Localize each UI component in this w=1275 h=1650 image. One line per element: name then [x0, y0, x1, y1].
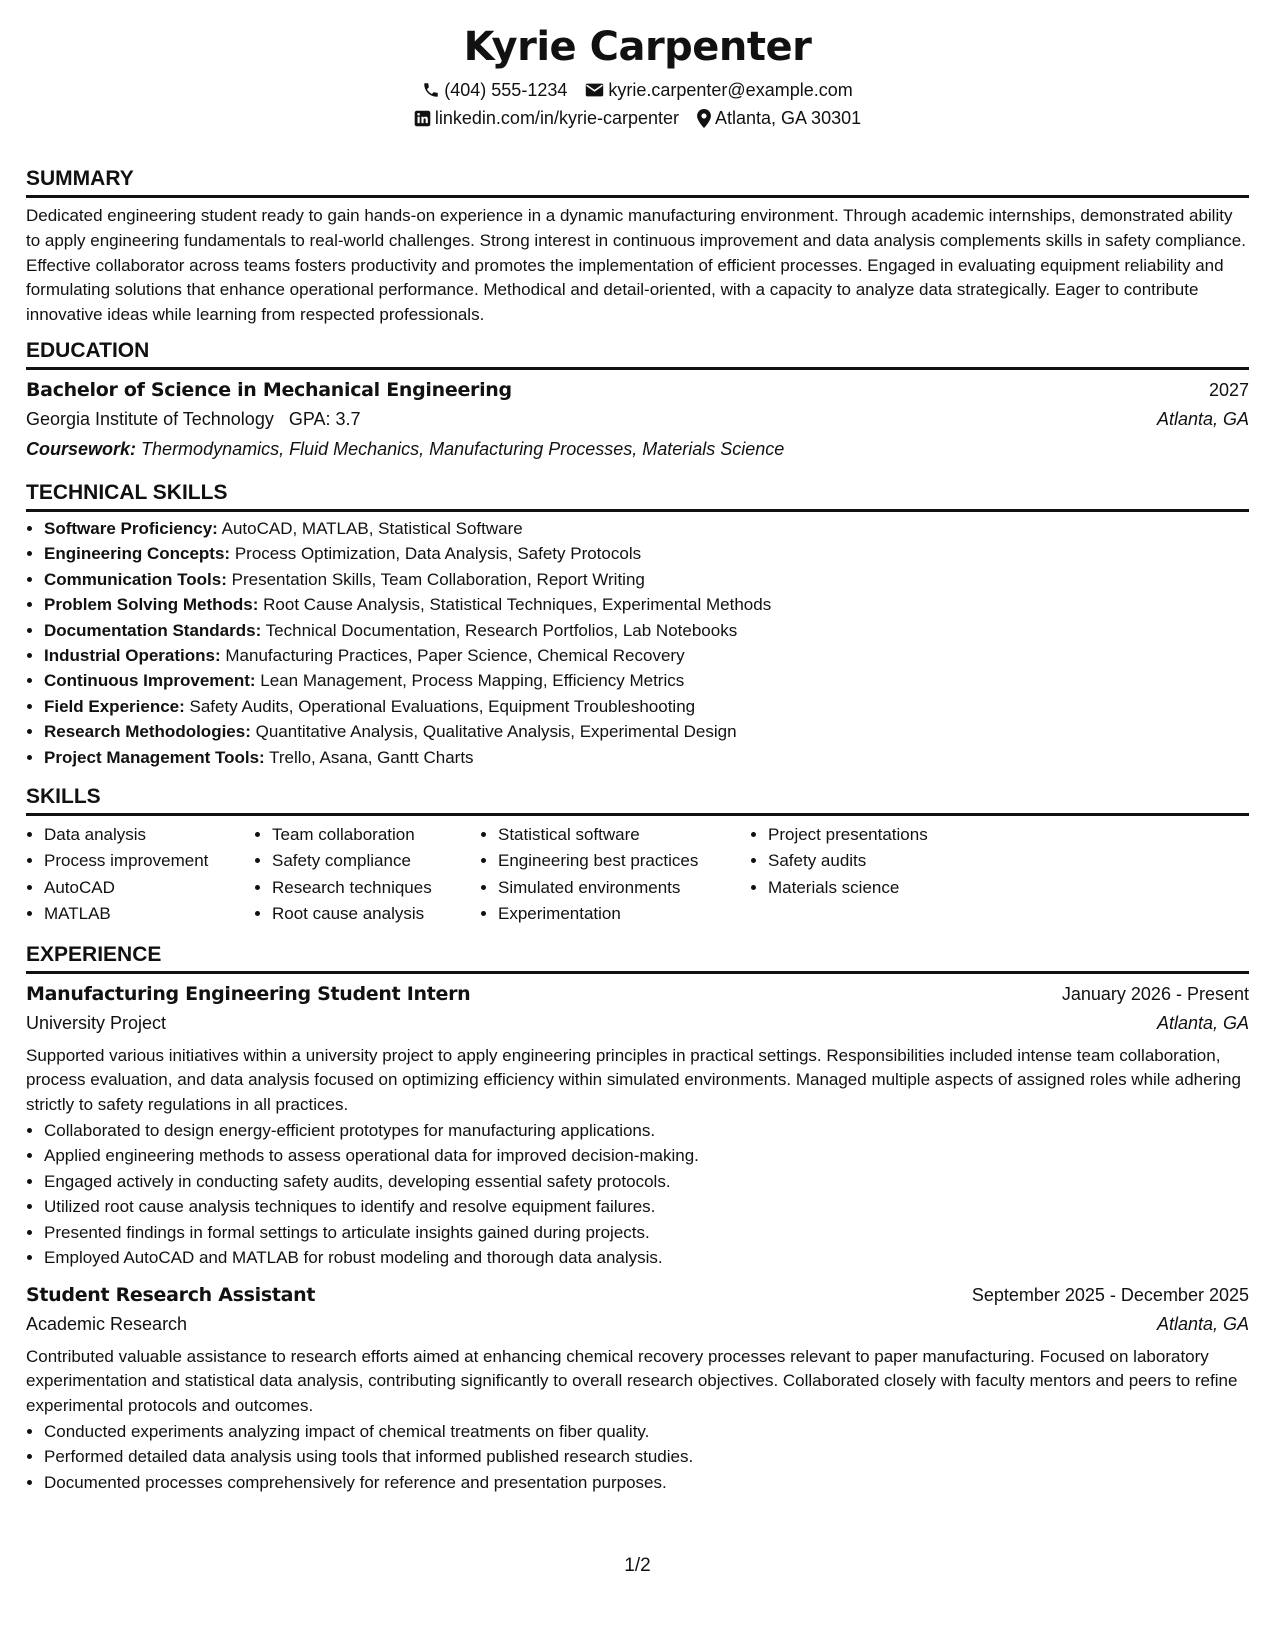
skills-column-3	[480, 822, 750, 928]
skill-value: Process Optimization, Data Analysis, Safety Protocols	[234, 544, 642, 564]
resume-content	[26, 0, 1249, 1495]
contact-row-1	[26, 78, 1249, 102]
list-item: • Documented processes comprehensively for reference and presentation purposes.	[44, 1470, 1249, 1495]
skill-label: Problem Solving Methods:	[44, 595, 259, 615]
email-address[interactable]: kyrie.carpenter@example.com	[608, 80, 853, 100]
job-org-row	[26, 1008, 1249, 1038]
education-school-row	[26, 404, 1249, 434]
skill-label: Research Methodologies:	[44, 722, 251, 742]
coursework-label: Coursework:	[26, 438, 137, 459]
gpa: GPA: 3.7	[288, 408, 361, 429]
skill-value: Root Cause Analysis, Statistical Techniques, Experimental Methods	[263, 595, 772, 615]
school-info	[26, 404, 361, 434]
list-item: • Root cause analysis	[272, 901, 480, 927]
location-text: Atlanta, GA 30301	[715, 108, 862, 128]
skill-label: Software Proficiency:	[44, 518, 218, 538]
section-title-skills: SKILLS	[26, 784, 1249, 816]
coursework-line	[26, 434, 1249, 464]
list-item: • Conducted experiments analyzing impact of chemical treatments on fiber quality.	[44, 1419, 1249, 1444]
phone-contact	[422, 78, 567, 102]
list-item	[44, 541, 1249, 566]
skills-column-2	[254, 822, 480, 928]
experience-section	[26, 942, 1249, 1495]
job-title: Manufacturing Engineering Student Intern	[26, 982, 471, 1005]
list-item	[44, 516, 1249, 541]
job-description: Supported various initiatives within a university project to apply engineering principles in practical settings. Responsibilities included intense team collaboration, process evaluation, and data analysis focused on optimizing efficiency within simulated environments. Managed multiple aspects of assigned roles while adhering strictly to safety regulations in all practices.	[26, 1045, 1241, 1115]
job-header-row	[26, 980, 1249, 1008]
list-item: • Project presentations	[768, 822, 1008, 848]
skills-section	[26, 784, 1249, 928]
list-item: • Team collaboration	[272, 822, 480, 848]
list-item: • MATLAB	[44, 901, 254, 927]
job-organization: University Project	[26, 1012, 167, 1033]
summary-text: Dedicated engineering student ready to gain hands-on experience in a dynamic manufacturing environment. Through academic internships, demonstrated ability to apply engineering fundamentals to real-world challenges. Strong interest in continuous improvement and data analysis complements skills in safety compliance. Effective collaborator across teams fosters productivity and promotes the implementation of efficient processes. Engaged in evaluating equipment reliability and formulating solutions that enhance operational performance. Methodical and detail-oriented, with a capacity to analyze data strategically. Eager to contribute innovative ideas while learning from respected professionals.	[26, 206, 1246, 325]
list-item: • Employed AutoCAD and MATLAB for robust modeling and thorough data analysis.	[44, 1245, 1249, 1270]
skill-label: Engineering Concepts:	[44, 544, 231, 564]
job-location: Atlanta, GA	[1156, 1012, 1249, 1033]
job-bullets	[26, 1419, 1249, 1495]
skill-label: Documentation Standards:	[44, 620, 262, 640]
skill-value: Presentation Skills, Team Collaboration, Report Writing	[231, 569, 645, 589]
list-item	[44, 745, 1249, 770]
list-item	[44, 668, 1249, 693]
location-contact	[697, 106, 861, 130]
candidate-name: Kyrie Carpenter	[463, 24, 812, 70]
coursework-list: Thermodynamics, Fluid Mechanics, Manufacturing Processes, Materials Science	[141, 438, 785, 459]
list-item: • Engineering best practices	[498, 848, 750, 874]
list-item: • Engaged actively in conducting safety audits, developing essential safety protocols.	[44, 1169, 1249, 1194]
linkedin-icon	[414, 110, 431, 127]
education-section	[26, 338, 1249, 464]
section-title-education: EDUCATION	[26, 338, 1249, 370]
map-pin-icon	[697, 109, 711, 128]
skill-value: Safety Audits, Operational Evaluations, Equipment Troubleshooting	[189, 696, 696, 716]
job-entry-1	[26, 980, 1249, 1271]
contact-row-2	[26, 106, 1249, 130]
list-item	[44, 567, 1249, 592]
skill-value: Lean Management, Process Mapping, Efficiency Metrics	[260, 671, 685, 691]
email-contact	[585, 78, 852, 102]
summary-section	[26, 166, 1249, 328]
list-item: • Research techniques	[272, 875, 480, 901]
list-item: • Utilized root cause analysis techniques to identify and resolve equipment failures.	[44, 1194, 1249, 1219]
skill-value: Technical Documentation, Research Portfolios, Lab Notebooks	[265, 620, 738, 640]
skill-label: Field Experience:	[44, 696, 185, 716]
school-location: Atlanta, GA	[1156, 408, 1249, 429]
job-header-row	[26, 1281, 1249, 1309]
envelope-icon	[585, 82, 604, 98]
phone-icon	[422, 81, 440, 99]
skills-grid	[26, 822, 1249, 928]
list-item: • Safety compliance	[272, 848, 480, 874]
job-dates: September 2025 - December 2025	[971, 1284, 1249, 1305]
job-title: Student Research Assistant	[26, 1283, 316, 1306]
list-item	[44, 694, 1249, 719]
skill-label: Industrial Operations:	[44, 646, 221, 666]
job-entry-2	[26, 1281, 1249, 1496]
list-item	[44, 618, 1249, 643]
list-item: • Collaborated to design energy-efficient prototypes for manufacturing applications.	[44, 1118, 1249, 1143]
skill-label: Project Management Tools:	[44, 747, 265, 767]
list-item: • Data analysis	[44, 822, 254, 848]
job-description: Contributed valuable assistance to research efforts aimed at enhancing chemical recovery processes relevant to paper manufacturing. Focused on laboratory experimentation and statistical data analysis, contributing significantly to overall research objectives. Collaborated closely with faculty mentors and peers to refine experimental protocols and outcomes.	[26, 1346, 1238, 1416]
skills-column-1	[26, 822, 254, 928]
job-location: Atlanta, GA	[1156, 1313, 1249, 1334]
list-item	[44, 592, 1249, 617]
phone-number[interactable]: (404) 555-1234	[444, 80, 568, 100]
degree-title: Bachelor of Science in Mechanical Engineering	[26, 378, 512, 401]
education-header-row	[26, 376, 1249, 404]
graduation-year: 2027	[1208, 379, 1249, 400]
list-item: • Safety audits	[768, 848, 1008, 874]
skill-value: Manufacturing Practices, Paper Science, Chemical Recovery	[225, 646, 685, 666]
list-item: • Simulated environments	[498, 875, 750, 901]
skill-label: Communication Tools:	[44, 569, 227, 589]
job-dates: January 2026 - Present	[1061, 983, 1249, 1004]
job-bullets	[26, 1118, 1249, 1270]
school-name: Georgia Institute of Technology	[26, 408, 274, 429]
linkedin-contact	[414, 106, 679, 130]
section-title-summary: SUMMARY	[26, 166, 1249, 198]
section-title-technical-skills: TECHNICAL SKILLS	[26, 480, 1249, 512]
skill-value: Quantitative Analysis, Qualitative Analysis, Experimental Design	[255, 722, 737, 742]
technical-skills-section	[26, 480, 1249, 770]
skill-label: Continuous Improvement:	[44, 671, 256, 691]
section-title-experience: EXPERIENCE	[26, 942, 1249, 974]
list-item: • Process improvement	[44, 848, 254, 874]
page-number: 1/2	[624, 1555, 651, 1576]
list-item: • Statistical software	[498, 822, 750, 848]
skill-value: Trello, Asana, Gantt Charts	[269, 747, 474, 767]
linkedin-url[interactable]: linkedin.com/in/kyrie-carpenter	[434, 108, 679, 128]
list-item	[44, 719, 1249, 744]
list-item: • AutoCAD	[44, 875, 254, 901]
technical-skills-list	[26, 516, 1249, 770]
list-item: • Presented findings in formal settings to articulate insights gained during projects.	[44, 1220, 1249, 1245]
list-item: • Applied engineering methods to assess operational data for improved decision-making.	[44, 1143, 1249, 1168]
skill-value: AutoCAD, MATLAB, Statistical Software	[221, 518, 523, 538]
list-item: • Experimentation	[498, 901, 750, 927]
list-item: • Materials science	[768, 875, 1008, 901]
list-item: • Performed detailed data analysis using tools that informed published research studies.	[44, 1444, 1249, 1469]
job-org-row	[26, 1309, 1249, 1339]
job-organization: Academic Research	[26, 1313, 188, 1334]
skills-column-4	[750, 822, 1008, 928]
list-item	[44, 643, 1249, 668]
